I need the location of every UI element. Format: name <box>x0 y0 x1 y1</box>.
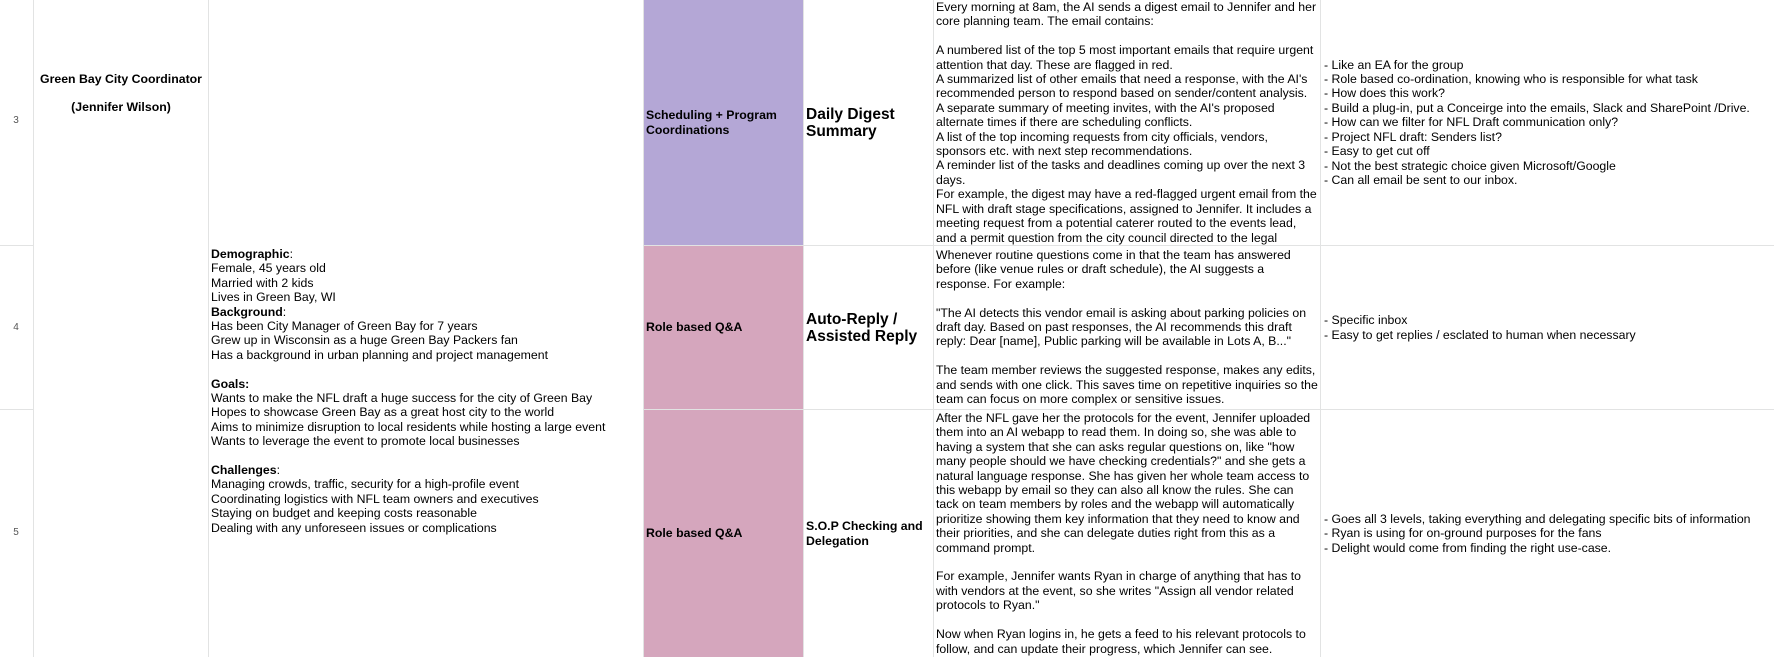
challenges-line: Managing crowds, traffic, security for a high-profile event <box>211 477 520 492</box>
background-line: Has been City Manager of Green Bay for 7 years <box>211 319 478 334</box>
row-number[interactable]: 3 <box>13 115 19 126</box>
feature-cell[interactable] <box>806 0 931 245</box>
feature-label: Daily Digest Summary <box>806 105 895 140</box>
notes-text: - Like an EA for the group - Role based co-ordination, knowing who is responsible for what task - How does this work? - Build a plug-in, put a Conceirge into the emails, Slack and SharePoint /Drive. - How can we filter for NFL Draft communication only? - Project NFL draft: Senders list? - Easy to get cut off - Not the best strategic choice given Microsoft/Google - Can all email be sent to our inbox. <box>1324 57 1750 187</box>
goals-label: Goals: <box>211 376 250 391</box>
background-line: Grew up in Wisconsin as a huge Green Bay Packers fan <box>211 333 518 348</box>
category-cell[interactable] <box>646 246 801 409</box>
description-cell[interactable] <box>936 0 1319 245</box>
background-line: Has a background in urban planning and project management <box>211 347 549 362</box>
description-text: Every morning at 8am, the AI sends a digest email to Jennifer and her core planning team. The email contains: A numbered list of the top 5 most important emails that require urgent attention that day. These are flagged in red. A summarized list of other emails that need a response, with the AI's recommended person to respond based on sender/content analysis. A separate summary of meeting invites, with the AI's proposed alternate times if there are scheduling conflicts. A list of the top incoming requests from city officials, vendors, sponsors etc. with next step recommendations. A reminder list of the tasks and deadlines coming up over the next 3 days. For example, the digest may have a red-flagged urgent email from the NFL with draft stage specifications, assigned to Jennifer. It includes a meeting request from a potential caterer routed to the events lead, and a permit question from the city council directed to the legal <box>936 0 1317 245</box>
row-number[interactable]: 5 <box>13 527 19 538</box>
description-cell[interactable] <box>936 411 1319 657</box>
persona-title-cell[interactable] <box>34 72 208 115</box>
demographic-line: Married with 2 kids <box>211 275 314 290</box>
category-cell[interactable] <box>646 410 801 657</box>
challenges-line: Coordinating logistics with NFL team owners and executives <box>211 491 539 506</box>
challenges-label: Challenges <box>211 463 277 478</box>
persona-title: Green Bay City Coordinator <box>40 72 202 86</box>
goals-line: Hopes to showcase Green Bay as a great host city to the world <box>211 405 555 420</box>
category-cell[interactable] <box>646 0 801 245</box>
description-text: After the NFL gave her the protocols for the event, Jennifer uploaded them into an AI webapp to read them. In doing so, she was able to having a system that she can asks regular questions on, like "how many people should we have checking credentials?" and she gets a natural language response. She has given her whole team access to this webapp by email so they can also all know the rules. She can tack on team members by roles and the webapp will automatically prioritize showing them key information that they need to know and their priorities, and she can delegate duties right from this as a command prompt. For example, Jennifer wants Ryan in charge of anything that has to with vendors at the event, so she writes "Assign all vendor related protocols to Ryan." Now when Ryan logins in, he gets a feed to his relevant protocols to follow, and can update their progress, which Jennifer can see. <box>936 411 1311 656</box>
feature-label: Auto-Reply / Assisted Reply <box>806 310 918 345</box>
feature-label: S.O.P Checking and Delegation <box>806 519 923 548</box>
notes-cell[interactable] <box>1324 246 1772 409</box>
challenges-line: Staying on budget and keeping costs reasonable <box>211 506 477 521</box>
goals-line: Wants to leverage the event to promote local businesses <box>211 434 520 449</box>
notes-cell[interactable] <box>1324 0 1772 245</box>
description-cell[interactable] <box>936 248 1319 409</box>
notes-text: - Specific inbox - Easy to get replies / esclated to human when necessary <box>1324 313 1636 342</box>
demographic-label: Demographic <box>211 247 290 261</box>
persona-name: (Jennifer Wilson) <box>71 100 171 115</box>
challenges-line: Dealing with any unforeseen issues or complications <box>211 520 497 535</box>
goals-line: Wants to make the NFL draft a huge success for the city of Green Bay <box>211 391 593 406</box>
description-text: Whenever routine questions come in that the team has answered before (like venue rules or draft schedule), the AI suggests a response. For example: "The AI detects this vendor email is asking about parking policies on draft day. Based on past responses, the AI recommends this draft reply: Dear [name], Public parking will be available in Lots A, B..." The team member reviews the suggested response, makes any edits, and sends with one click. This saves time on repetitive inquiries so the team can focus on more complex or sensitive issues. <box>936 248 1318 407</box>
feature-cell[interactable] <box>806 246 931 409</box>
demographic-line: Female, 45 years old <box>211 261 326 276</box>
category-label: Role based Q&A <box>646 320 743 335</box>
demographic-line: Lives in Green Bay, WI <box>211 290 336 305</box>
notes-text: - Goes all 3 levels, taking everything and delegating specific bits of information - Ryan is using for on-ground purposes for the fans - Delight would come from finding the right use-case. <box>1324 511 1751 555</box>
category-label: Scheduling + Program Coordinations <box>646 108 777 137</box>
persona-details-cell[interactable]: Demographic: Female, 45 years old Married with 2 kids Lives in Green Bay, WI Background: Has been City Manager of Green Bay for 7 years Grew up in Wisconsin as a huge Green Bay Packers fan Has a background in urban planning and project management Goals: Wants to make the NFL draft a huge success for the city of Green Bay Hopes to showcase Green Bay as a great host city to the world Aims to minimize disruption to local residents while hosting a large event Wants to leverage the event to promote local businesses Challenges: Managing crowds, traffic, security for a high-profile event Coordinating logistics with NFL team owners and executives Staying on budget and keeping costs reasonable Dealing with any unforeseen issues or complications <box>211 247 641 535</box>
row-number[interactable]: 4 <box>13 322 19 333</box>
feature-cell[interactable] <box>806 410 931 657</box>
category-label: Role based Q&A <box>646 526 743 541</box>
notes-cell[interactable] <box>1324 410 1772 657</box>
background-label: Background <box>211 304 283 319</box>
goals-line: Aims to minimize disruption to local residents while hosting a large event <box>211 419 606 434</box>
